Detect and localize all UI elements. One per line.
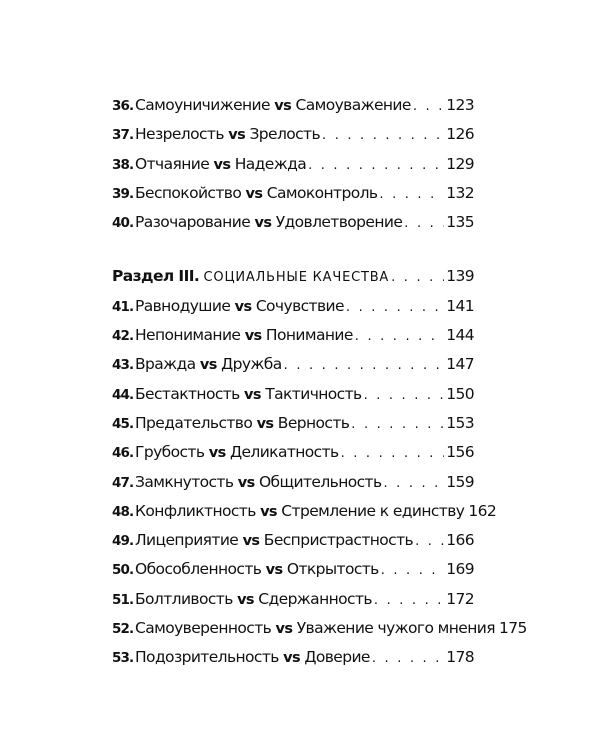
toc-entry bbox=[112, 648, 474, 677]
entry-left-term: Разочарование bbox=[135, 213, 251, 232]
entry-title bbox=[135, 385, 362, 403]
entry-right-term: Доверие bbox=[304, 648, 370, 667]
dot-leader bbox=[370, 651, 444, 666]
entry-page-number: 135 bbox=[446, 213, 474, 232]
entry-page-number: 175 bbox=[498, 619, 527, 638]
entry-title bbox=[135, 213, 402, 231]
entry-right-term: Верность bbox=[277, 413, 350, 432]
entry-number: 52. bbox=[112, 621, 134, 638]
entry-right-term: Понимание bbox=[265, 326, 353, 345]
entry-title bbox=[135, 648, 370, 666]
dot-leader bbox=[379, 563, 444, 578]
entry-number: 44. bbox=[112, 386, 134, 403]
entry-right-term: Тактичность bbox=[265, 384, 362, 403]
section-title bbox=[112, 267, 389, 285]
entry-right-term: Дружба bbox=[221, 355, 282, 374]
entry-page-number: 126 bbox=[446, 125, 474, 144]
vs-separator: vs bbox=[274, 98, 292, 114]
entry-page-number: 147 bbox=[446, 355, 474, 374]
entry-left-term: Бестактность bbox=[135, 384, 240, 403]
toc-group-emotional bbox=[112, 96, 474, 242]
entry-left-term: Подозрительность bbox=[135, 648, 279, 667]
entry-left-term: Предательство bbox=[135, 413, 253, 432]
entry-title bbox=[135, 125, 320, 143]
toc-entry bbox=[112, 297, 474, 326]
entry-number: 38. bbox=[112, 156, 134, 173]
toc-entry bbox=[112, 590, 474, 619]
vs-separator: vs bbox=[237, 474, 255, 491]
entry-title bbox=[135, 297, 344, 315]
dot-leader bbox=[377, 187, 444, 202]
dot-leader bbox=[349, 417, 444, 432]
entry-title bbox=[135, 414, 349, 432]
entry-page-number: 123 bbox=[446, 96, 474, 114]
entry-title bbox=[135, 502, 464, 520]
entry-page-number: 159 bbox=[446, 472, 474, 491]
entry-title bbox=[135, 443, 339, 461]
dot-leader bbox=[382, 476, 445, 491]
entry-number: 36. bbox=[112, 98, 134, 114]
entry-number: 43. bbox=[112, 357, 134, 374]
entry-left-term: Грубость bbox=[135, 443, 205, 462]
dot-leader bbox=[389, 270, 444, 285]
entry-page-number: 153 bbox=[446, 413, 474, 432]
entry-left-term: Беспокойство bbox=[135, 183, 242, 202]
toc-entry bbox=[112, 414, 474, 443]
entry-title bbox=[135, 531, 413, 549]
entry-right-term: Деликатность bbox=[229, 443, 339, 462]
toc-entry bbox=[112, 473, 474, 502]
vs-separator: vs bbox=[199, 357, 217, 374]
section-label: Раздел III. bbox=[112, 267, 200, 286]
toc-entry bbox=[112, 184, 474, 213]
dot-leader bbox=[372, 593, 444, 608]
entry-page-number: 166 bbox=[446, 531, 474, 550]
dot-leader bbox=[362, 388, 445, 403]
section-name: СОЦИАЛЬНЫЕ КАЧЕСТВА bbox=[203, 270, 390, 286]
dot-leader bbox=[339, 446, 445, 461]
entry-right-term: Открытость bbox=[286, 560, 379, 579]
entry-page-number: 178 bbox=[446, 648, 474, 667]
dot-leader bbox=[411, 99, 444, 114]
vs-separator: vs bbox=[208, 445, 226, 462]
entry-number: 39. bbox=[112, 185, 134, 202]
vs-separator: vs bbox=[265, 562, 283, 579]
entry-left-term: Конфликтность bbox=[135, 501, 256, 520]
toc-entry bbox=[112, 125, 474, 154]
entry-number: 47. bbox=[112, 474, 134, 491]
entry-title bbox=[135, 560, 379, 578]
vs-separator: vs bbox=[237, 591, 254, 608]
entry-title bbox=[135, 155, 306, 173]
dot-leader bbox=[320, 128, 444, 143]
entry-number: 50. bbox=[112, 562, 134, 579]
toc-entry bbox=[112, 213, 474, 242]
entry-number: 51. bbox=[112, 591, 134, 608]
entry-page-number: 162 bbox=[468, 501, 497, 520]
vs-separator: vs bbox=[245, 185, 263, 202]
entry-number: 45. bbox=[112, 415, 134, 432]
entry-number: 37. bbox=[112, 127, 134, 144]
entry-number: 42. bbox=[112, 328, 134, 345]
entry-title bbox=[135, 473, 382, 491]
toc-entry bbox=[112, 385, 474, 414]
vs-separator: vs bbox=[234, 298, 252, 315]
dot-leader bbox=[282, 358, 445, 373]
entry-right-term: Надежда bbox=[234, 154, 307, 173]
toc-group-social bbox=[112, 296, 527, 678]
entry-title bbox=[135, 326, 353, 344]
entry-left-term: Лицеприятие bbox=[135, 531, 239, 550]
entry-number: 49. bbox=[112, 533, 134, 550]
vs-separator: vs bbox=[244, 386, 261, 403]
entry-left-term: Болтливость bbox=[135, 589, 233, 608]
entry-page-number: 144 bbox=[446, 326, 474, 345]
entry-left-term: Отчаяние bbox=[135, 154, 210, 173]
entry-right-term: Зрелость bbox=[249, 125, 321, 144]
dot-leader bbox=[413, 534, 444, 549]
vs-separator: vs bbox=[213, 156, 231, 173]
toc-entry bbox=[112, 531, 474, 560]
entry-left-term: Равнодушие bbox=[135, 296, 231, 315]
entry-right-term: Общительность bbox=[258, 472, 382, 491]
vs-separator: vs bbox=[256, 415, 274, 432]
entry-number: 53. bbox=[112, 650, 134, 667]
table-of-contents bbox=[112, 96, 527, 678]
dot-leader bbox=[402, 216, 444, 231]
entry-page-number: 150 bbox=[446, 384, 474, 403]
toc-entry bbox=[112, 355, 474, 384]
vs-separator: vs bbox=[244, 328, 262, 345]
entry-right-term: Самоуважение bbox=[295, 96, 411, 114]
dot-leader bbox=[306, 158, 444, 173]
entry-right-term: Сдержанность bbox=[258, 589, 372, 608]
entry-left-term: Вражда bbox=[135, 355, 196, 374]
toc-entry bbox=[112, 501, 497, 531]
entry-title bbox=[135, 590, 372, 608]
entry-title bbox=[135, 619, 495, 637]
entry-right-term: Самоконтроль bbox=[266, 183, 378, 202]
entry-right-term: Сочувствие bbox=[255, 296, 344, 315]
entry-title bbox=[135, 184, 377, 202]
vs-separator: vs bbox=[254, 215, 272, 232]
toc-entry bbox=[112, 155, 474, 184]
vs-separator: vs bbox=[283, 650, 301, 667]
entry-right-term: Стремление к единству bbox=[281, 501, 465, 520]
entry-page-number: 132 bbox=[446, 183, 474, 202]
entry-number: 40. bbox=[112, 215, 134, 232]
section-page-number: 139 bbox=[446, 267, 474, 286]
entry-left-term: Замкнутость bbox=[135, 472, 234, 491]
section-heading bbox=[112, 267, 474, 296]
section-gap bbox=[112, 242, 474, 267]
vs-separator: vs bbox=[242, 533, 260, 550]
entry-left-term: Обособленность bbox=[135, 560, 262, 579]
entry-right-term: Удовлетворение bbox=[275, 213, 403, 232]
vs-separator: vs bbox=[260, 503, 277, 520]
toc-entry bbox=[112, 560, 474, 589]
entry-page-number: 141 bbox=[446, 296, 474, 315]
entry-right-term: Беспристрастность bbox=[263, 531, 414, 550]
dot-leader bbox=[344, 300, 444, 315]
entry-number: 41. bbox=[112, 298, 134, 315]
toc-entry bbox=[112, 619, 527, 648]
toc-entry bbox=[112, 326, 474, 355]
toc-entry bbox=[112, 443, 474, 472]
entry-left-term: Незрелость bbox=[135, 125, 224, 144]
entry-number: 46. bbox=[112, 445, 134, 462]
entry-title bbox=[135, 355, 282, 373]
dot-leader bbox=[353, 329, 444, 344]
toc-entry bbox=[112, 96, 474, 125]
vs-separator: vs bbox=[275, 621, 293, 638]
entry-left-term: Самоуверенность bbox=[135, 619, 272, 638]
entry-page-number: 169 bbox=[446, 560, 474, 579]
entry-left-term: Непонимание bbox=[135, 326, 241, 345]
entry-page-number: 156 bbox=[446, 443, 474, 462]
entry-left-term: Самоуничижение bbox=[135, 96, 270, 114]
vs-separator: vs bbox=[228, 127, 246, 144]
entry-title bbox=[135, 96, 411, 114]
entry-number: 48. bbox=[112, 503, 134, 520]
entry-page-number: 129 bbox=[446, 154, 474, 173]
entry-right-term: Уважение чужого мнения bbox=[296, 619, 495, 638]
entry-page-number: 172 bbox=[446, 589, 474, 608]
